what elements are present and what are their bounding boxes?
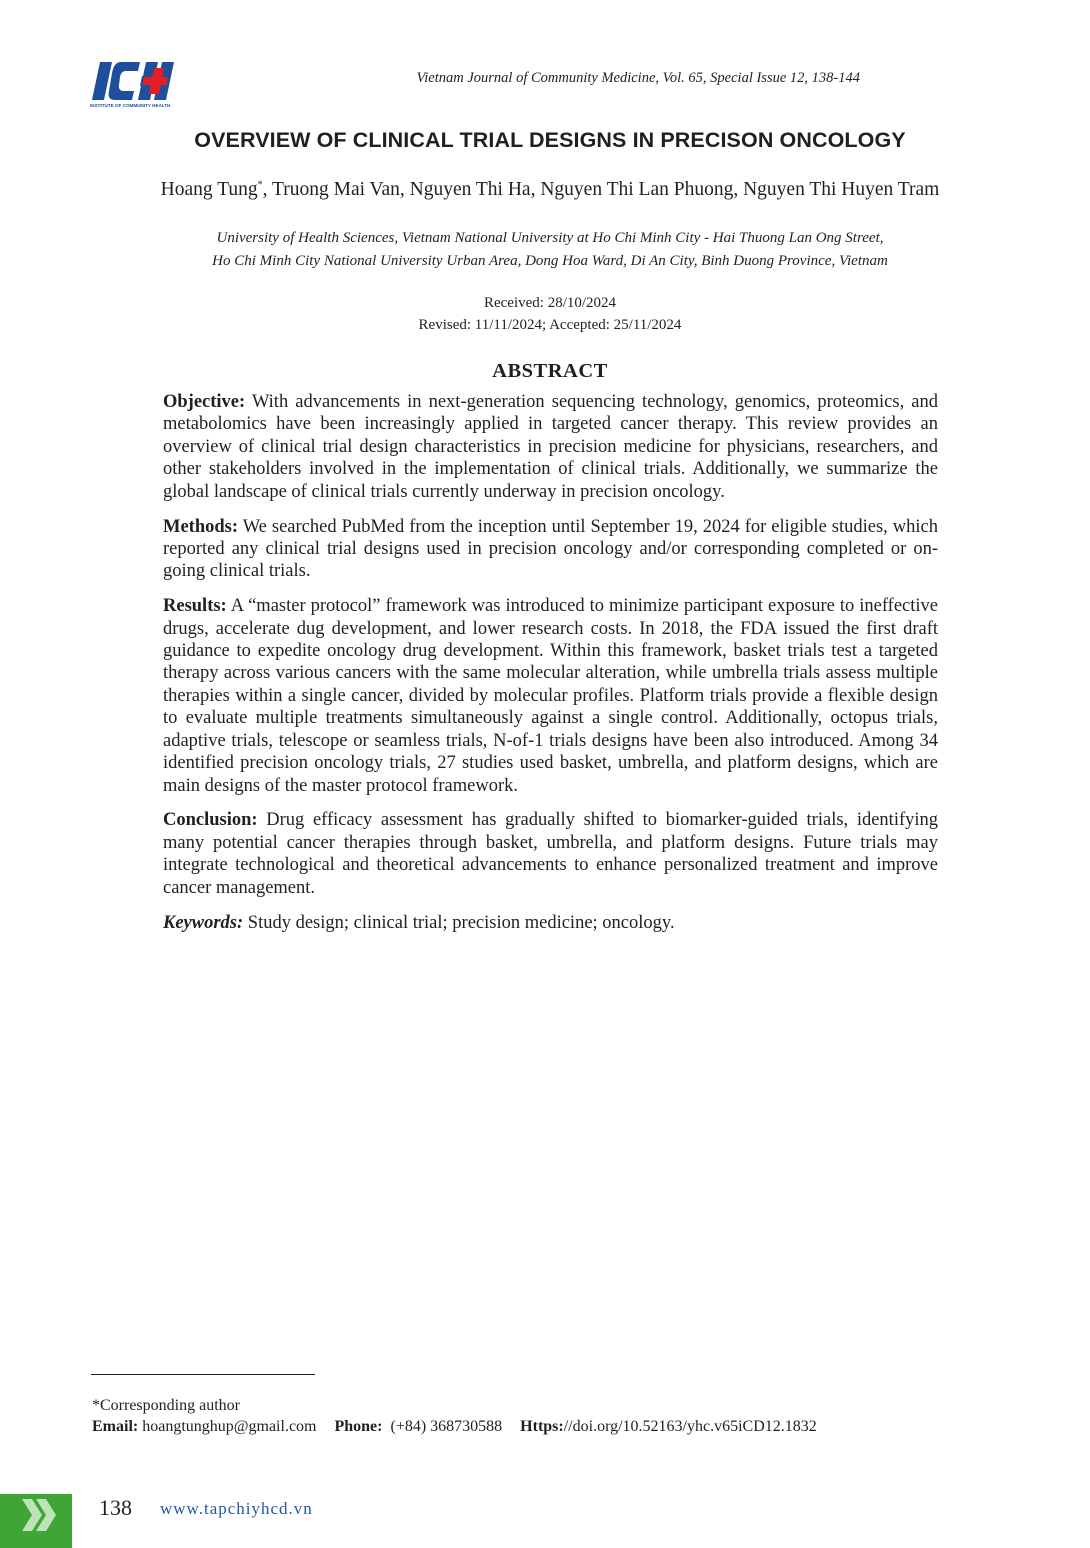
affiliation-line-2: Ho Chi Minh City National University Urban Area, Dong Hoa Ward, Di An City, Binh Duong Province, Vietnam	[212, 253, 888, 269]
other-authors: , Truong Mai Van, Nguyen Thi Ha, Nguyen Thi Lan Phuong, Nguyen Thi Huyen Tram	[262, 179, 940, 200]
methods-paragraph	[163, 516, 938, 583]
logo-caption: INSTITUTE OF COMMUNITY HEALTH	[90, 103, 171, 108]
results-label: Results:	[163, 596, 227, 617]
double-chevron-icon	[20, 1495, 60, 1535]
keywords-text: Study design; clinical trial; precision medicine; oncology.	[247, 912, 675, 933]
ich-logo	[88, 60, 178, 110]
footnote-divider	[91, 1374, 315, 1375]
keywords-paragraph	[163, 912, 938, 934]
results-text: A “master protocol” framework was introduced to minimize participant exposure to ineffective drugs, accelerate dug development, and lower research costs. In 2018, the FDA issued the first draft guidance to expedite oncology drug development. Within this framework, basket trials test a targeted therapy across various cancers with the same molecular alteration, while umbrella trials assess multiple therapies within a single cancer, divided by molecular profiles. Platform trials provide a flexible design to evaluate multiple treatments simultaneously against a single control. Additionally, octopus trials, adaptive trials, telescope or seamless trials, N-of-1 trials designs have been also introduced. Among 34 identified precision oncology trials, 27 studies used basket, umbrella, and platform designs, which are main designs of the master protocol framework.	[163, 596, 938, 796]
footer-green-tab	[0, 1494, 72, 1548]
conclusion-text: Drug efficacy assessment has gradually shifted to biomarker-guided trials, identifying many potential cancer therapies through basket, umbrella, and platform designs. Future trials may integrate technological and theoretical advancements to enhance personalized treatment and improve cancer management.	[163, 810, 939, 898]
methods-text: We searched PubMed from the inception until September 19, 2024 for eligible studies, which reported any clinical trial designs used in precision oncology and/or corresponding completed or on-going clinical trials.	[163, 516, 938, 582]
paper-title: OVERVIEW OF CLINICAL TRIAL DESIGNS IN PRECISON ONCOLOGY	[194, 128, 906, 152]
contact-line	[92, 1418, 817, 1436]
page-number: 138	[99, 1495, 132, 1520]
abstract-body	[163, 391, 938, 946]
conclusion-paragraph	[163, 809, 938, 899]
methods-label: Methods:	[163, 516, 239, 537]
results-paragraph	[163, 595, 938, 797]
corresponding-mark: *	[257, 179, 263, 191]
phone-label: Phone:	[334, 1418, 383, 1435]
first-author: Hoang Tung	[160, 179, 258, 200]
journal-citation: Vietnam Journal of Community Medicine, Vol. 65, Special Issue 12, 138-144	[416, 70, 860, 86]
objective-text: With advancements in next-generation sequencing technology, genomics, proteomics, and metabolomics have been increasingly applied in targeted cancer therapy. This review provides an overview of clinical trial design characteristics in precision medicine for physicians, researchers, and other stakeholders involved in the implementation of clinical trials. Additionally, we summarize the global landscape of clinical trials currently underway in precision oncology.	[163, 392, 938, 502]
keywords-label: Keywords:	[163, 912, 244, 933]
website-link[interactable]: www.tapchiyhcd.vn	[160, 1499, 313, 1518]
affiliation	[0, 227, 1090, 273]
abstract-heading: ABSTRACT	[492, 360, 608, 382]
phone-value: (+84) 368730588	[390, 1418, 503, 1435]
email-label: Email:	[92, 1418, 139, 1435]
conclusion-label: Conclusion:	[163, 810, 258, 831]
objective-paragraph	[163, 391, 938, 503]
author-list	[0, 179, 1090, 201]
https-label: Https:	[520, 1418, 564, 1435]
journal-logo	[88, 60, 178, 110]
received-date: Received: 28/10/2024	[483, 295, 617, 311]
corresponding-author-note: *Corresponding author	[92, 1397, 240, 1414]
revised-accepted-date: Revised: 11/11/2024; Accepted: 25/11/2024	[418, 317, 682, 333]
dates-block	[0, 292, 1090, 336]
affiliation-line-1: University of Health Sciences, Vietnam National University at Ho Chi Minh City - Hai Thuong Lan Ong Street,	[216, 230, 884, 246]
doi-link[interactable]: //doi.org/10.52163/yhc.v65iCD12.1832	[563, 1418, 817, 1435]
email-value[interactable]: hoangtunghup@gmail.com	[142, 1418, 317, 1435]
objective-label: Objective:	[163, 392, 246, 412]
